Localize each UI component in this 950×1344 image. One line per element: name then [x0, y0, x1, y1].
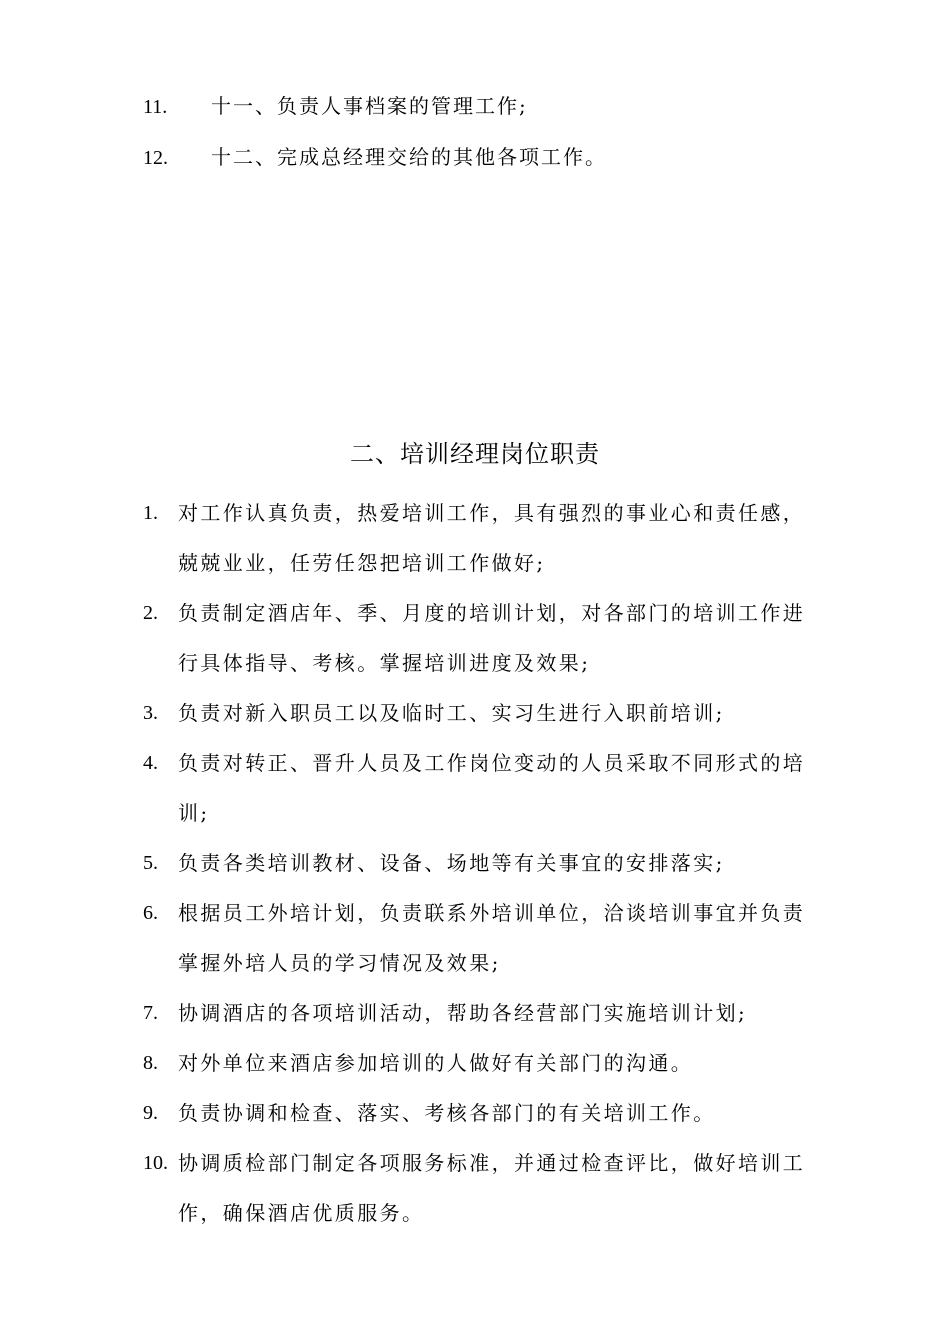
item-number: 11.	[143, 96, 168, 118]
list-item	[143, 94, 528, 119]
item-text: 对工作认真负责，热爱培训工作，具有强烈的事业心和责任感，兢兢业业，任劳任怨把培训工作做好;	[178, 501, 806, 575]
item-number: 10.	[143, 1152, 168, 1174]
item-text: 协调酒店的各项培训活动，帮助各经营部门实施培训计划;	[178, 1001, 748, 1025]
list-item	[143, 1038, 813, 1088]
item-text: 负责各类培训教材、设备、场地等有关事宜的安排落实;	[178, 851, 725, 875]
item-number: 9.	[143, 1102, 158, 1124]
list-item	[143, 488, 813, 588]
item-text: 负责协调和检查、落实、考核各部门的有关培训工作。	[178, 1101, 716, 1125]
item-number: 4.	[143, 752, 158, 774]
item-number: 3.	[143, 702, 158, 724]
list-item	[143, 1138, 813, 1238]
item-number: 2.	[143, 602, 158, 624]
item-text: 负责对转正、晋升人员及工作岗位变动的人员采取不同形式的培训;	[178, 751, 806, 825]
list-item	[143, 1088, 813, 1138]
list-item	[143, 838, 813, 888]
duties-list	[143, 488, 813, 1238]
list-item	[143, 888, 813, 988]
item-text: 负责对新入职员工以及临时工、实习生进行入职前培训;	[178, 701, 725, 725]
item-number: 1.	[143, 502, 158, 524]
list-item	[143, 688, 813, 738]
item-text: 十一、负责人事档案的管理工作;	[211, 94, 528, 118]
list-item	[143, 145, 607, 170]
section-title: 二、培训经理岗位职责	[350, 440, 600, 468]
item-number: 6.	[143, 902, 158, 924]
item-text: 十二、完成总经理交给的其他各项工作。	[211, 145, 607, 169]
item-text: 根据员工外培计划，负责联系外培训单位，洽谈培训事宜并负责掌握外培人员的学习情况及效果;	[178, 901, 806, 975]
item-number: 8.	[143, 1052, 158, 1074]
list-item	[143, 588, 813, 688]
item-number: 7.	[143, 1002, 158, 1024]
item-number: 5.	[143, 852, 158, 874]
item-text: 协调质检部门制定各项服务标准，并通过检查评比，做好培训工作，确保酒店优质服务。	[178, 1151, 806, 1225]
item-text: 对外单位来酒店参加培训的人做好有关部门的沟通。	[178, 1051, 694, 1075]
item-text: 负责制定酒店年、季、月度的培训计划，对各部门的培训工作进行具体指导、考核。掌握培训进度及效果;	[178, 601, 806, 675]
list-item	[143, 988, 813, 1038]
item-number: 12.	[143, 147, 168, 169]
list-item	[143, 738, 813, 838]
